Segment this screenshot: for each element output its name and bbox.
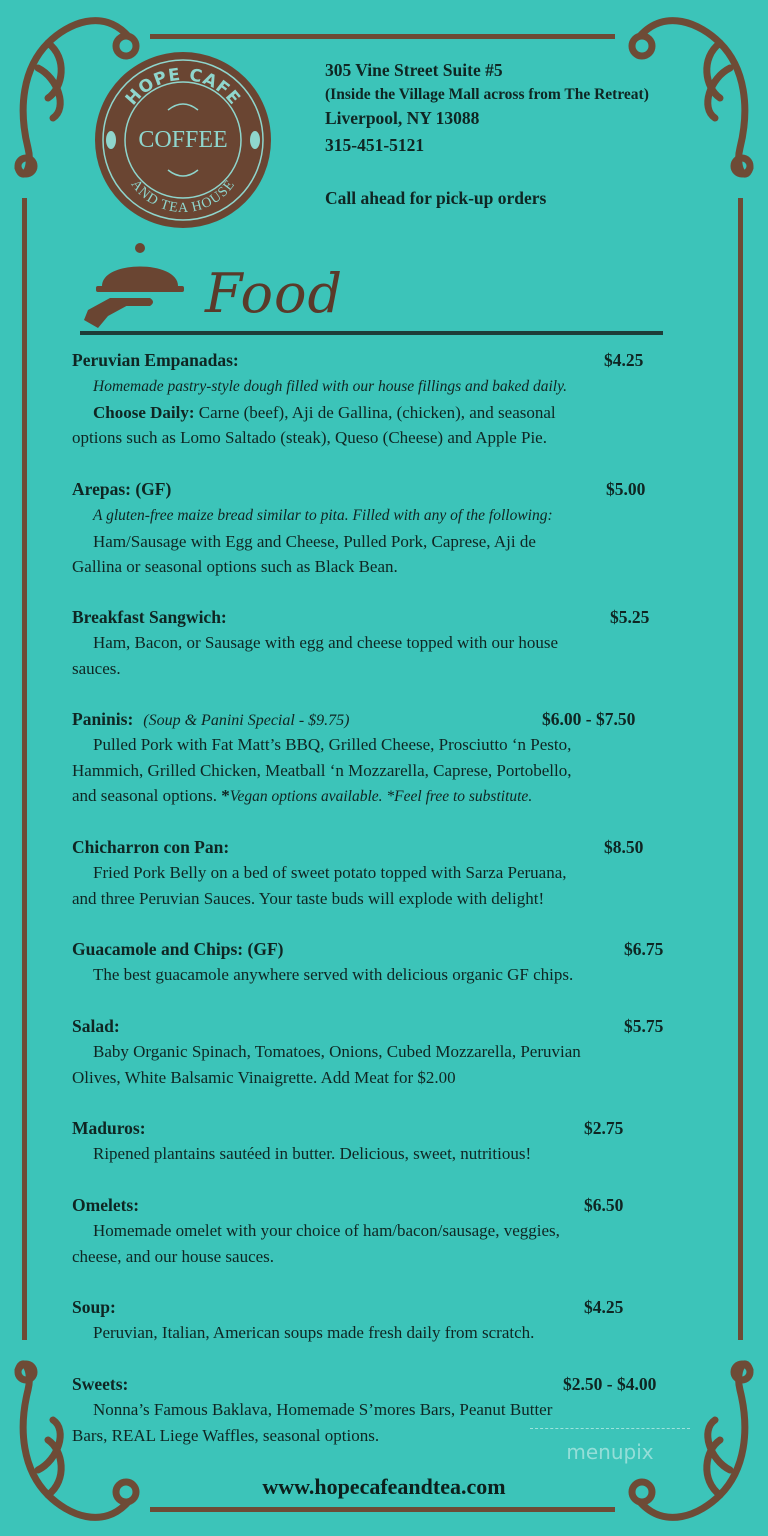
menu-item-description-line [72, 656, 712, 682]
description-text: The best guacamole anywhere served with delicious organic GF chips. [93, 965, 574, 984]
menu-item-description-line [72, 783, 712, 810]
menu-item [72, 1116, 712, 1167]
menu-item-price: $5.25 [610, 607, 650, 627]
menu-item [72, 1295, 712, 1346]
menu-item-description-line [72, 554, 712, 580]
address-street: 305 Vine Street Suite #5 [325, 60, 503, 80]
description-text: * [221, 786, 230, 805]
menu-item-price: $6.00 - $7.50 [542, 709, 636, 729]
description-text: Choose Daily: [93, 402, 195, 422]
menu-item-description-line [72, 758, 712, 784]
menu-item-title [72, 1014, 712, 1039]
menu-item-price: $8.50 [604, 837, 644, 857]
phone-number[interactable]: 315-451-5121 [325, 135, 425, 155]
menu-item [72, 1193, 712, 1269]
menu-item-price: $6.75 [624, 939, 664, 959]
menu-item [72, 477, 712, 580]
description-text: Ripened plantains sautéed in butter. Delicious, sweet, nutritious! [93, 1144, 532, 1163]
description-text: Baby Organic Spinach, Tomatoes, Onions, Cubed Mozzarella, Peruvian [93, 1042, 581, 1061]
description-text: Olives, White Balsamic Vinaigrette. Add Meat for $2.00 [72, 1067, 456, 1087]
address-note: (Inside the Village Mall across from The Retreat) [325, 86, 649, 103]
description-text: Nonna’s Famous Baklava, Homemade S’mores Bars, Peanut Butter [93, 1400, 553, 1419]
menu-item-price: $5.00 [606, 479, 646, 499]
coffee-bean-icon [106, 131, 116, 149]
menu-item-name: Breakfast Sangwich: [72, 607, 227, 627]
menu-item-price: $2.75 [584, 1118, 624, 1138]
description-text: cheese, and our house sauces. [72, 1246, 275, 1266]
menu-item-description-line [72, 1065, 712, 1091]
menu-item-description-line [72, 502, 712, 529]
hope-cafe-logo [93, 50, 273, 230]
menu-item-price: $2.50 - $4.00 [563, 1374, 657, 1394]
menu-item-description-line [72, 962, 712, 988]
menu-item-name: Peruvian Empanadas: [72, 350, 239, 370]
website-link[interactable]: www.hopecafeandtea.com [262, 1474, 506, 1499]
description-text: A gluten-free maize bread similar to pita. Filled with any of the following: [93, 507, 553, 524]
menu-item-description-line [72, 630, 712, 656]
menu-item-price: $4.25 [604, 350, 644, 370]
logo-top-text: HOPE CAFE [121, 64, 245, 110]
menu-item-note: (Soup & Panini Special - $9.75) [143, 712, 350, 729]
menu-item-description-line [72, 373, 712, 400]
description-text: Vegan options available. *Feel free to substitute. [229, 788, 533, 805]
menu-item-description-line [72, 732, 712, 758]
menu-item-name: Soup: [72, 1297, 116, 1317]
description-text: Homemade pastry-style dough filled with our house fillings and baked daily. [93, 378, 567, 395]
call-ahead-note: Call ahead for pick-up orders [325, 188, 547, 208]
menu-item-name: Salad: [72, 1016, 120, 1036]
description-text: Hammich, Grilled Chicken, Meatball ‘n Mozzarella, Caprese, Portobello, [72, 760, 572, 780]
logo-bottom-text: AND TEA HOUSE [127, 177, 239, 217]
section-divider [80, 331, 663, 335]
menu-item-name: Paninis: [72, 709, 134, 729]
menu-item-price: $5.75 [624, 1016, 664, 1036]
description-text: Fried Pork Belly on a bed of sweet potato topped with Sarza Peruana, [93, 863, 567, 882]
description-text: Bars, REAL Liege Waffles, seasonal options. [72, 1425, 380, 1445]
section-title-food: Food [205, 262, 344, 325]
description-text: and seasonal options. [72, 786, 222, 805]
menu-item-title [72, 937, 712, 962]
menu-item-price: $4.25 [584, 1297, 624, 1317]
menu-item-name: Maduros: [72, 1118, 146, 1138]
description-text: Ham, Bacon, or Sausage with egg and cheese topped with our house [93, 633, 559, 652]
menu-item-name: Sweets: [72, 1374, 129, 1394]
menu-item-description-line [72, 425, 712, 451]
frame-right-border [738, 198, 743, 1340]
frame-left-border [22, 198, 27, 1340]
menu-item-description-line [72, 1218, 712, 1244]
menu-item [72, 835, 712, 911]
menu-item-name: Chicharron con Pan: [72, 837, 230, 857]
logo-center-text: COFFEE [138, 127, 228, 153]
menu-item [72, 937, 712, 988]
coffee-bean-icon [250, 131, 260, 149]
menu-item-description-line [72, 1244, 712, 1270]
serving-cloche-icon [80, 242, 190, 330]
description-text: and three Peruvian Sauces. Your taste buds will explode with delight! [72, 888, 545, 908]
description-text: Ham/Sausage with Egg and Cheese, Pulled Pork, Caprese, Aji de [93, 531, 536, 551]
menu-item [72, 605, 712, 681]
menu-item-description-line [72, 1141, 712, 1167]
description-text: Peruvian, Italian, American soups made fresh daily from scratch. [93, 1323, 535, 1342]
menu-item-description-line [72, 400, 712, 426]
menu-item-description-line [72, 1397, 712, 1423]
menu-item-name: Guacamole and Chips: (GF) [72, 939, 284, 959]
description-text: Homemade omelet with your choice of ham/bacon/sausage, veggies, [93, 1221, 560, 1240]
menu-item-name: Omelets: [72, 1195, 140, 1215]
menupix-watermark: menupix [530, 1428, 690, 1475]
frame-bottom-border [150, 1507, 615, 1512]
description-text: sauces. [72, 658, 121, 678]
description-text: Gallina or seasonal options such as Black Bean. [72, 557, 398, 576]
menu-item [72, 348, 712, 451]
menu-item-description-line [72, 860, 712, 886]
menu-item-price: $6.50 [584, 1195, 624, 1215]
address-city: Liverpool, NY 13088 [325, 108, 480, 128]
menu-item-description-line [72, 1039, 712, 1065]
menu-item-description-line [72, 886, 712, 912]
menu-item [72, 1014, 712, 1090]
description-text: Pulled Pork with Fat Matt’s BBQ, Grilled Cheese, Prosciutto ‘n Pesto, [93, 735, 572, 754]
menu-item-description-line [72, 1320, 712, 1346]
menu-item-description-line [72, 529, 712, 555]
description-text: Carne (beef), Aji de Gallina, (chicken), and seasonal [194, 402, 556, 422]
frame-top-border [150, 34, 615, 39]
description-text: options such as Lomo Saltado (steak), Queso (Cheese) and Apple Pie. [72, 428, 547, 447]
menu-item [72, 707, 712, 810]
menu-item-name: Arepas: (GF) [72, 479, 172, 499]
